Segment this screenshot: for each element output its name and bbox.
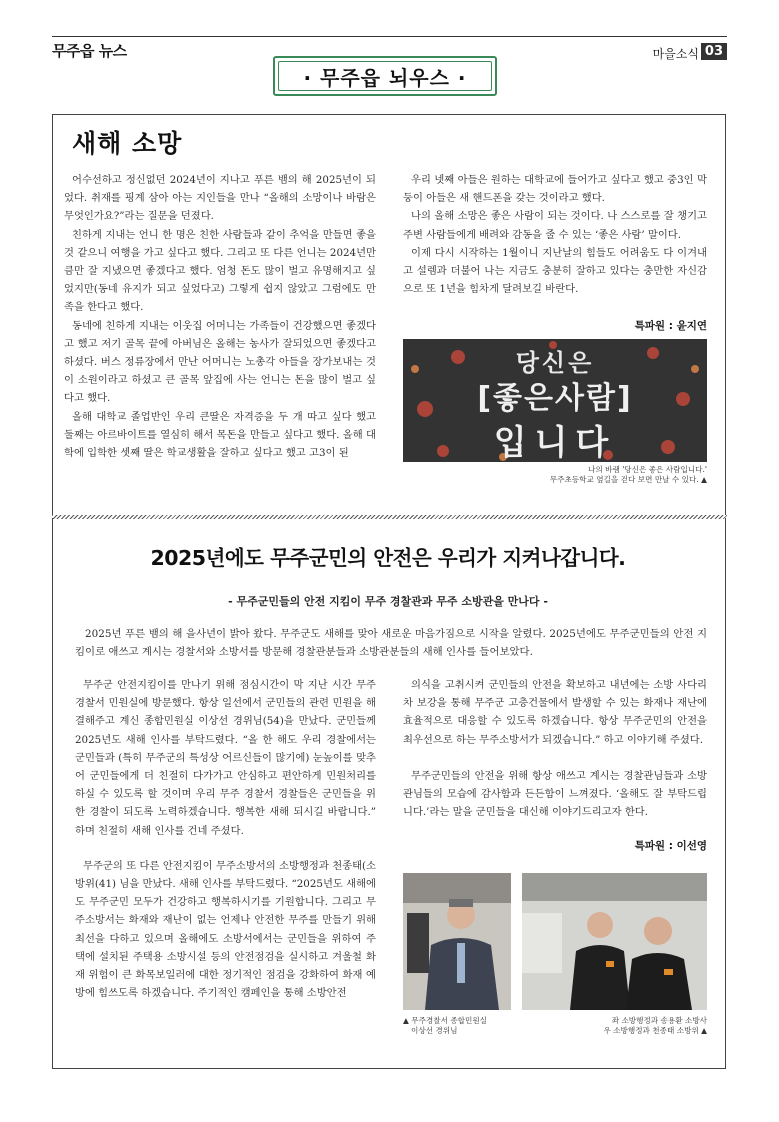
article2-intro bbox=[75, 625, 707, 661]
article1-photo bbox=[403, 339, 707, 462]
caption-line: ▲ 무주경찰서 종합민원실 bbox=[403, 1016, 488, 1025]
article1-title: 새해 소망 bbox=[72, 129, 183, 158]
article1-right-column bbox=[403, 171, 707, 298]
photo-text-line: 입니다 bbox=[493, 423, 617, 462]
paragraph: 의식을 고취시켜 군민들의 안전을 확보하고 내년에는 소방 사다리차 보강을 통해 무주군 고층건물에서 발생할 수 있는 화재나 재난에 효율적으로 대응할 수 있도록 하겠습니다. 항상 무주군민의 안전을 최우선으로 하는 무주소방서가 되겠습니다.” 하고 이야기해 주셨다. bbox=[403, 679, 707, 746]
caption-line: 우 소방행정과 천종태 소방위 ▲ bbox=[603, 1025, 707, 1035]
top-rule bbox=[52, 36, 727, 37]
masthead-logo: 무주읍 뉴스 bbox=[52, 42, 127, 60]
paragraph: 무주군의 또 다른 안전지킴이 무주소방서의 소방행정과 천종태(소방위(41) 님을 만났다. 새해 인사를 부탁드렸다. “2025년도 새해에도 무주군민 모두가 건강하고 행복하시기를 기원합니다. 그리고 무주소방서는 화재와 재난이 없는 언제나 안전한 무주를 만들기 위해 최선을 다하고 있으며 올해에도 소방서에서는 군민들을 위하여 주택에 설치된 주택용 소방시설 등의 안전점검을 실시하고 겨울철 화재 위험이 큰 화목보일러에 대한 정기적인 점검을 강화하여 화재 예방에 힘쓰도록 하겠습니다. 주기적인 캠페인을 통해 소방안전 bbox=[75, 859, 376, 1000]
police-officer-photo bbox=[403, 873, 511, 1010]
article2-left-column bbox=[75, 676, 376, 1002]
paragraph: 이제 다시 시작하는 1월이니 지난날의 힘들도 어려움도 다 이겨내고 설렘과 더불어 나는 지금도 충분히 잘하고 있다는 충만한 자신감으로 또 1년을 힘차게 달려보길 바란다. bbox=[403, 246, 707, 296]
people-icon bbox=[522, 873, 707, 1010]
paragraph: 동네에 친하게 지내는 이웃집 어머니는 가족들이 건강했으면 좋겠다고 했고 저기 골목 끝에 아버님은 올해는 농사가 잘되었으면 좋겠다고 하셨다. 버스 정류장에서 만난 어머니는 노총각 아들을 장가보내는 것이 소원이라고 하셨고 큰 골목 앞집에 사는 언니는 돈을 많이 벌고 싶다고 했다. bbox=[64, 319, 376, 405]
article2-title: 2025년에도 무주군민의 안전은 우리가 지켜나갑니다. bbox=[150, 546, 626, 570]
article1-byline: 특파원 : 윤지연 bbox=[634, 320, 707, 332]
photo-text-line: 당신은 bbox=[515, 349, 595, 377]
page-banner bbox=[273, 56, 497, 96]
paragraph: 올해 대학교 졸업반인 우리 큰딸은 자격증을 두 개 따고 싶다 했고 둘째는 아르바이트를 열심히 해서 목돈을 만들고 싶다고 했다. 올해 대학에 입학한 셋째 딸은 학교생활을 잘하고 싶다고 했고 고3이 된 bbox=[64, 410, 376, 460]
firefighters-caption bbox=[540, 1016, 707, 1035]
paragraph: 우리 넷째 아들은 원하는 대학교에 들어가고 싶다고 했고 중3인 막둥이 아들은 새 핸드폰을 갖는 것이라고 했다. bbox=[403, 174, 707, 205]
firefighters-photo bbox=[522, 873, 707, 1010]
paragraph: 나의 올해 소망은 좋은 사람이 되는 것이다. 나 스스로를 잘 챙기고 주변 사람들에게 배려와 감동을 줄 수 있는 ‘좋은 사람’ 말이다. bbox=[403, 210, 707, 241]
caption-line: 나의 바램 '당신은 좋은 사람입니다.' bbox=[588, 465, 707, 474]
banner-title: · 무주읍 뇌우스 · bbox=[278, 61, 492, 91]
section-label: 마을소식 bbox=[652, 47, 699, 61]
page-number: 03 bbox=[701, 43, 727, 60]
article2-byline: 특파원 : 이선영 bbox=[634, 840, 707, 852]
paragraph: 무주군 안전지킴이를 만나기 위해 점심시간이 막 지난 시간 무주 경찰서 민원실에 방문했다. 항상 일선에서 군민들의 관련 민원을 해결해주고 계신 종합민원실 이상선 경위님(54)을 만났다. 군민들께 2025년도 새해 인사를 부탁드렸다. “올 한 해도 우리 경찰에서는 군민들과 (특히 무주군의 특성상 어르신들이 많기에) 눈높이를 맞추어 군민들에게 더 친절히 다가가고 안심하고 편안하게 민원처리를 하실 수 있도록 할 것이며 우리 무주 경찰서 경찰들은 군민들을 위한 경찰이 되도록 노력하겠습니다. 행복한 새해 되시길 바랍니다.” 하며 친절히 새해 인사를 건네 주셨다. bbox=[75, 679, 376, 837]
police-caption bbox=[403, 1016, 523, 1035]
person-icon bbox=[403, 873, 511, 1010]
paragraph: 2025년 푸른 뱀의 해 을사년이 밝아 왔다. 무주군도 새해를 맞아 새로운 마음가짐으로 시작을 알렸다. 2025년에도 무주군민들의 안전 지킴이로 애쓰고 계시는 경찰서와 소방서를 방문해 경찰관분들과 소방관분들의 새해 인사를 들어보았다. bbox=[75, 628, 707, 658]
paragraph: 어수선하고 정신없던 2024년이 지나고 푸른 뱀의 해 2025년이 되었다. 취재를 핑계 삼아 아는 지인들을 만나 “올해의 소망이나 바람은 무엇인가요?”라는 질문을 던졌다. bbox=[64, 174, 376, 223]
photo-text-line: [좋은사람] bbox=[477, 381, 633, 416]
article1-left-column bbox=[64, 171, 376, 462]
caption-line: 좌 소방행정과 송용환 소방사 bbox=[611, 1016, 707, 1025]
caption-line: 무주초등학교 옆길을 걷다 보면 만날 수 있다. ▲ bbox=[549, 474, 707, 484]
caption-line: 이상선 경위님 bbox=[411, 1025, 458, 1035]
article2-right-column bbox=[403, 676, 707, 821]
article2-subtitle: - 무주군민들의 안전 지킴이 무주 경찰관과 무주 소방관을 만나다 - bbox=[228, 595, 548, 608]
article1-caption bbox=[403, 465, 707, 484]
paragraph: 무주군민들의 안전을 위해 항상 애쓰고 계시는 경찰관님들과 소방관님들의 모습에 감사함과 든든함이 느껴졌다. ‘올해도 잘 부탁드립니다.’라는 말을 군민들을 대신해 이야기드리고자 한다. bbox=[403, 769, 707, 819]
paragraph: 친하게 지내는 언니 한 명은 친한 사람들과 같이 추억을 만들면 좋을 것 같으니 여행을 가고 싶다고 했다. 그리고 또 다른 언니는 2024년만큼만 잘 지냈으면 좋겠다고 했다. 엄청 돈도 많이 벌고 유명해지고 싶었지만(동네 유지가 되고 싶었다고) 그렇게 쉽지 않았고 그럼에도 만족을 한다고 했다. bbox=[64, 228, 376, 314]
